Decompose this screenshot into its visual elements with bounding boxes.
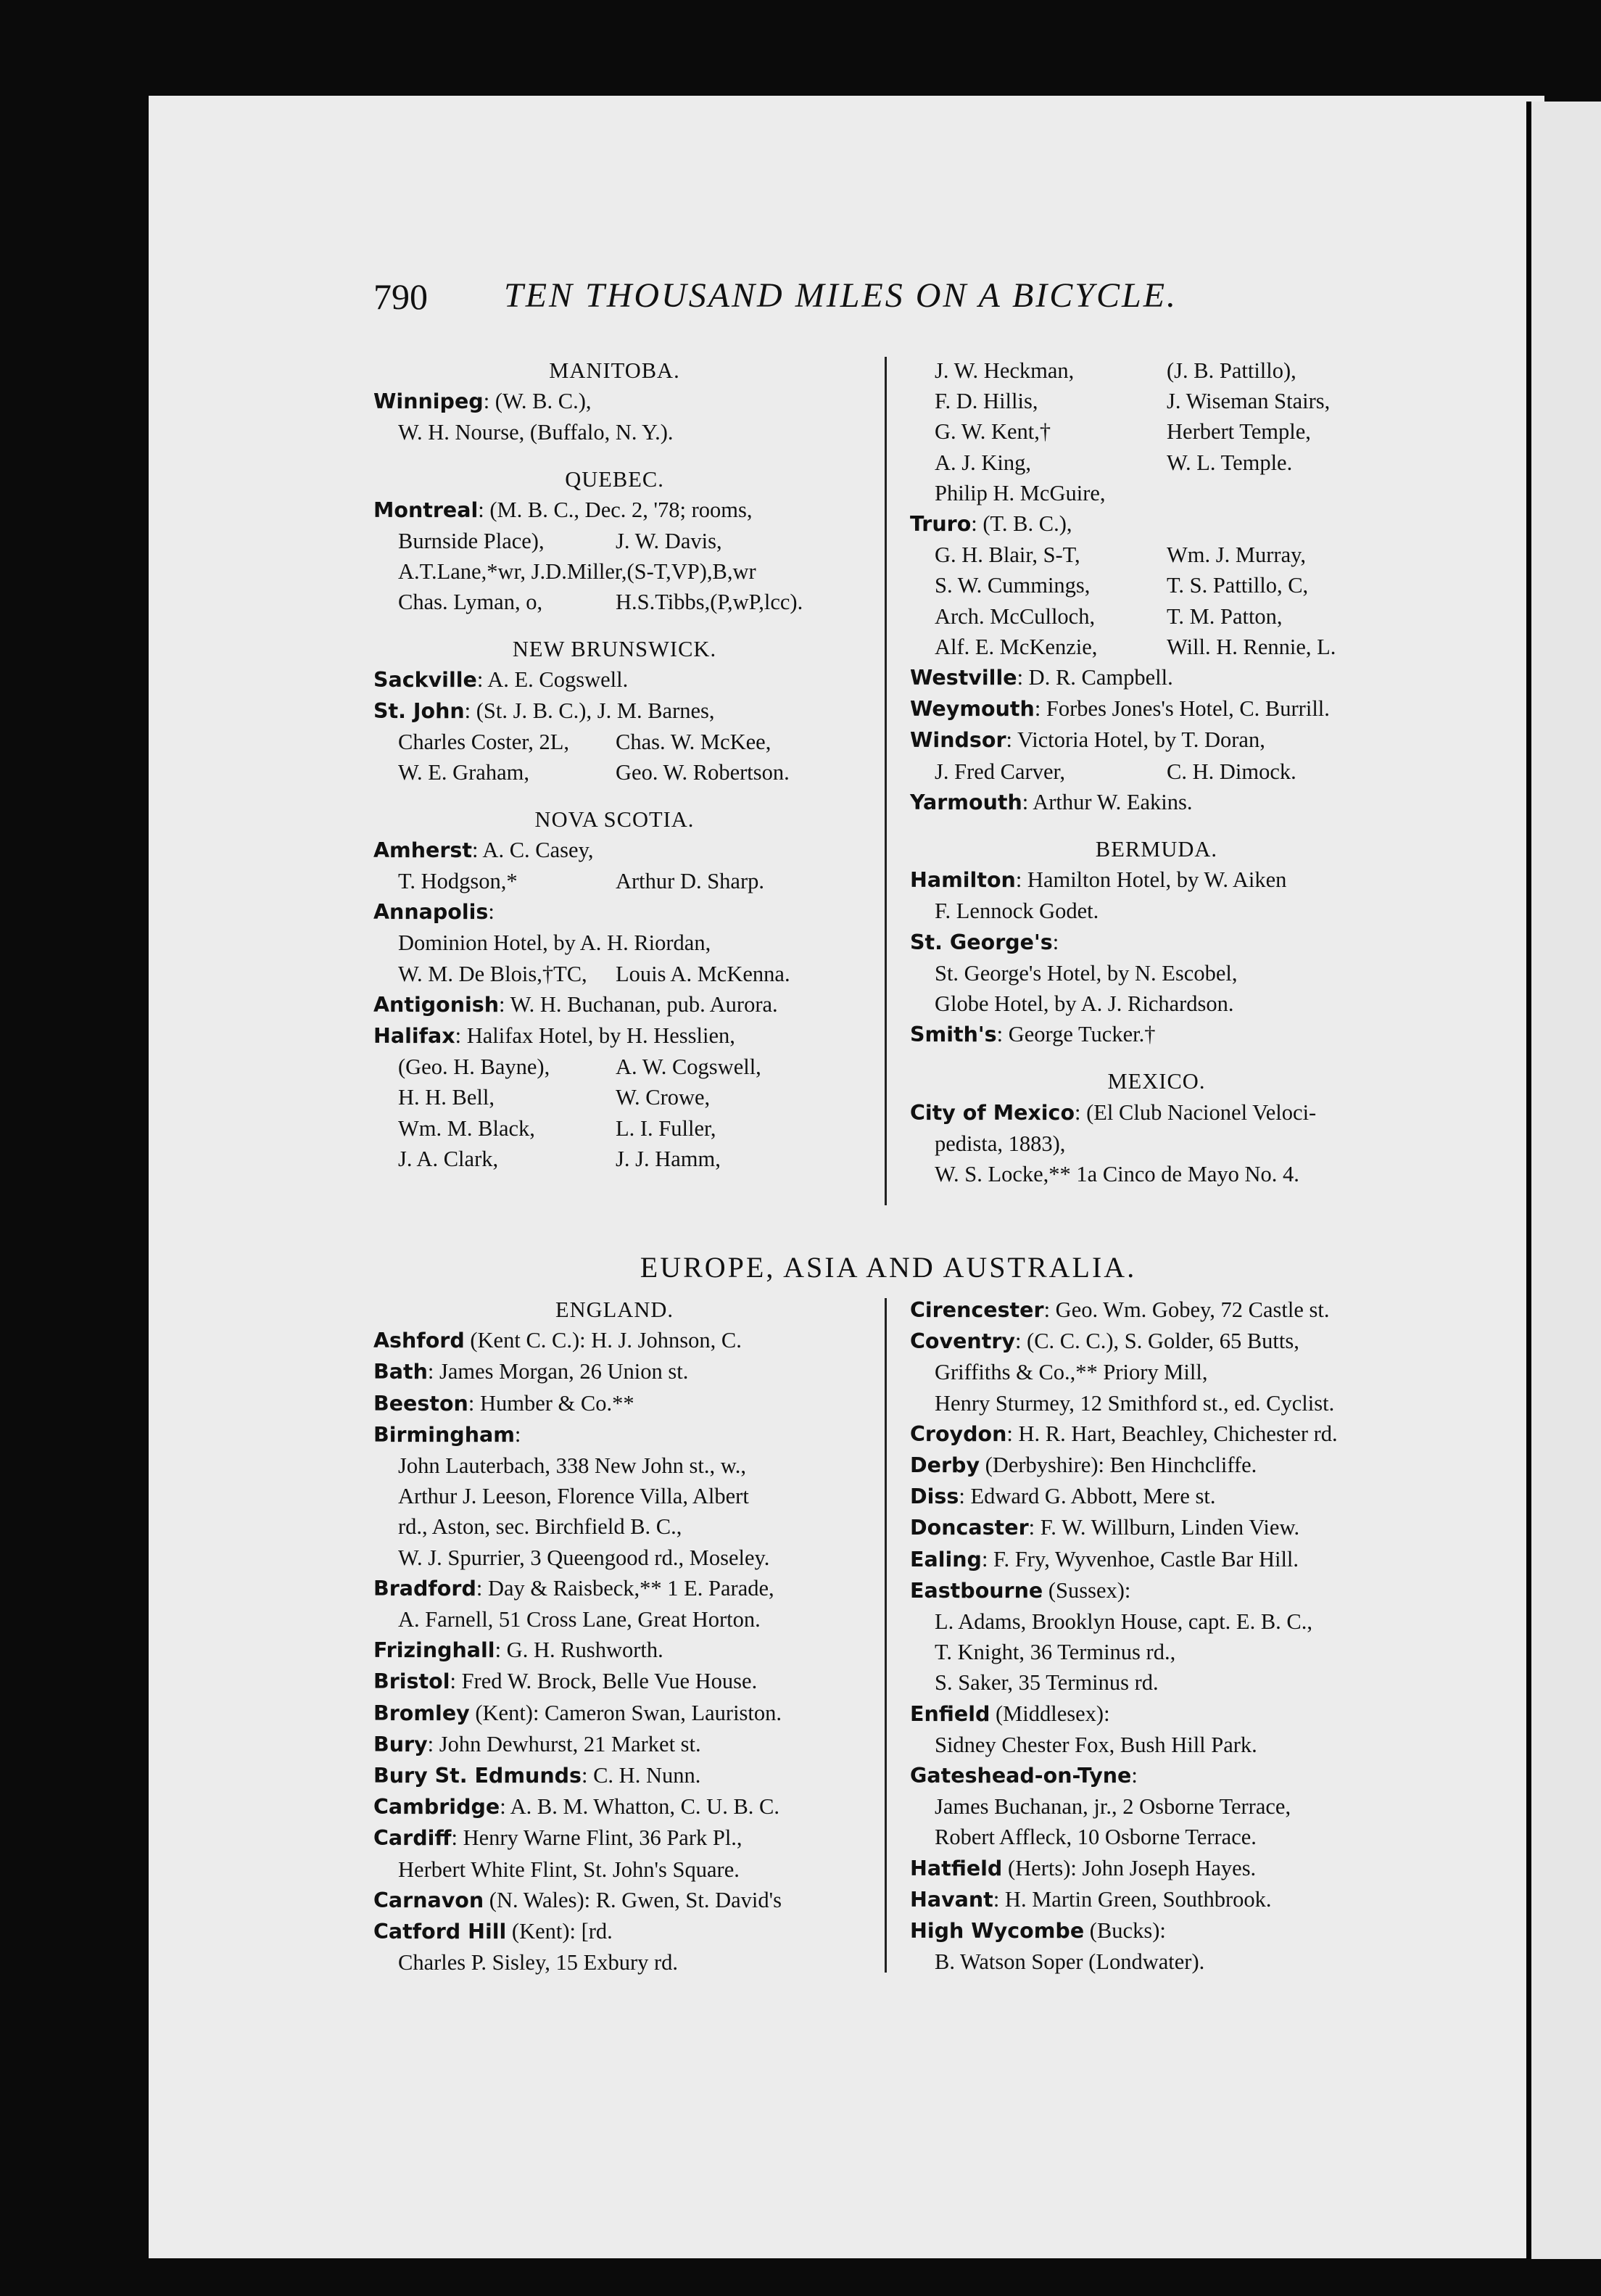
place-name: St. John xyxy=(373,699,465,724)
entry-text: (Bucks): xyxy=(1084,1918,1166,1944)
entry-continuation: A. Farnell, 51 Cross Lane, Great Horton. xyxy=(398,1607,761,1632)
entry-continuation: S. Saker, 35 Terminus rd. xyxy=(935,1670,1159,1696)
place-name: Cardiff xyxy=(373,1826,452,1851)
entry-text: : Forbes Jones's Hotel, C. Burrill. xyxy=(1034,696,1330,722)
member-name: T. Hodgson,* xyxy=(398,869,518,894)
entry-text: : A. C. Casey, xyxy=(472,837,594,862)
member-pair xyxy=(910,386,1403,416)
member-pair xyxy=(373,587,856,617)
entry-text: : xyxy=(514,1421,521,1447)
entry-text: : James Morgan, 26 Union st. xyxy=(427,1359,689,1384)
directory-entry xyxy=(910,1097,1403,1128)
member-name: J. W. Heckman, xyxy=(935,358,1075,383)
member-name: T. S. Pattillo, C, xyxy=(1167,573,1309,598)
entry-text: : G. H. Rushworth. xyxy=(495,1638,663,1663)
entry-continuation: St. George's Hotel, by N. Escobel, xyxy=(935,960,1238,986)
directory-entry xyxy=(373,1760,856,1791)
directory-entry xyxy=(373,1698,856,1729)
region-heading: QUEBEC. xyxy=(565,466,664,492)
directory-entry xyxy=(373,495,856,526)
member-name: J. A. Clark, xyxy=(398,1146,499,1171)
entry-text: (Middlesex): xyxy=(990,1701,1110,1726)
region-heading: NEW BRUNSWICK. xyxy=(512,636,717,661)
directory-entry xyxy=(373,1916,856,1947)
member-pair xyxy=(910,540,1403,570)
top-right-column xyxy=(910,355,1403,1189)
entry-continuation: rd., Aston, sec. Birchfield B. C., xyxy=(398,1514,682,1540)
member-pair xyxy=(910,756,1403,787)
member-name: J. J. Hamm, xyxy=(616,1146,721,1171)
member-name: (Geo. H. Bayne), xyxy=(398,1054,550,1080)
member-pair xyxy=(910,447,1403,478)
member-name: W. E. Graham, xyxy=(398,760,529,785)
directory-entry xyxy=(910,662,1403,693)
entry-text: : H. Martin Green, Southbrook. xyxy=(993,1886,1272,1912)
entry-text: : Arthur W. Eakins. xyxy=(1022,789,1193,814)
place-name: Enfield xyxy=(910,1701,990,1726)
directory-entry xyxy=(910,1019,1403,1050)
member-name: A. W. Cogswell, xyxy=(616,1054,761,1080)
entry-text: : xyxy=(1131,1763,1138,1788)
member-pair xyxy=(373,1144,856,1174)
entry-text: : John Dewhurst, 21 Market st. xyxy=(427,1731,701,1756)
directory-entry xyxy=(910,1544,1403,1575)
directory-entry xyxy=(373,989,856,1020)
entry-text: (Kent): [rd. xyxy=(506,1919,613,1944)
place-name: Montreal xyxy=(373,497,479,522)
entry-text: : D. R. Campbell. xyxy=(1017,665,1173,690)
place-name: Annapolis xyxy=(373,900,489,925)
directory-entry xyxy=(373,896,856,928)
directory-entry xyxy=(910,693,1403,724)
entry-text: : xyxy=(488,899,495,925)
member-name: C. H. Dimock. xyxy=(1167,759,1296,784)
place-name: Winnipeg xyxy=(373,389,484,414)
directory-entry xyxy=(910,724,1403,756)
member-name: Herbert Temple, xyxy=(1167,419,1311,445)
region-heading: NOVA SCOTIA. xyxy=(534,806,695,832)
place-name: Havant xyxy=(910,1887,993,1912)
entry-text: : F. W. Willburn, Linden View. xyxy=(1028,1515,1300,1540)
place-name: Doncaster xyxy=(910,1516,1029,1540)
entry-text: (Herts): John Joseph Hayes. xyxy=(1002,1855,1257,1880)
member-pair xyxy=(373,757,856,788)
place-name: Amherst xyxy=(373,838,473,862)
directory-entry xyxy=(373,1325,856,1356)
directory-entry xyxy=(373,664,856,695)
place-name: Diss xyxy=(910,1484,959,1509)
entry-text: : Henry Warne Flint, 36 Park Pl., xyxy=(451,1825,742,1851)
entry-text: : Hamilton Hotel, by W. Aiken xyxy=(1015,867,1287,893)
directory-entry xyxy=(373,386,856,417)
member-name: Chas. W. McKee, xyxy=(616,730,771,755)
entry-text: : (St. J. B. C.), J. M. Barnes, xyxy=(464,698,715,724)
member-name: G. H. Blair, S-T, xyxy=(935,542,1080,568)
entry-continuation: John Lauterbach, 338 New John st., w., xyxy=(398,1453,747,1479)
entry-text: : (El Club Nacionel Veloci- xyxy=(1075,1099,1317,1125)
place-name: Cirencester xyxy=(910,1298,1044,1322)
member-name: L. I. Fuller, xyxy=(616,1115,716,1141)
entry-text: : Victoria Hotel, by T. Doran, xyxy=(1006,727,1265,753)
place-name: Croydon xyxy=(910,1421,1007,1446)
directory-entry xyxy=(910,1698,1403,1730)
directory-entry xyxy=(373,1822,856,1854)
column-divider-bottom xyxy=(885,1298,887,1973)
page-header xyxy=(373,276,1273,334)
place-name: Bromley xyxy=(373,1701,470,1725)
member-pair xyxy=(910,355,1403,386)
place-name: Gateshead-on-Tyne xyxy=(910,1764,1132,1788)
place-name: Bury xyxy=(373,1732,428,1756)
member-name: Louis A. McKenna. xyxy=(616,961,790,986)
bottom-left-column xyxy=(373,1294,856,1978)
entry-continuation: W. S. Locke,** 1a Cinco de Mayo No. 4. xyxy=(935,1162,1299,1187)
member-name: W. L. Temple. xyxy=(1167,450,1293,475)
place-name: Frizinghall xyxy=(373,1638,495,1663)
place-name: Coventry xyxy=(910,1329,1015,1354)
entry-continuation: Griffiths & Co.,** Priory Mill, xyxy=(935,1360,1208,1385)
member-name: W. M. De Blois,†TC, xyxy=(398,961,587,986)
place-name: City of Mexico xyxy=(910,1100,1075,1125)
directory-entry xyxy=(373,1791,856,1822)
member-name: J. W. Davis, xyxy=(616,529,722,554)
directory-entry xyxy=(910,1575,1403,1606)
place-name: High Wycombe xyxy=(910,1919,1085,1944)
member-pair xyxy=(373,959,856,989)
member-name: G. W. Kent,† xyxy=(935,419,1051,445)
place-name: Bradford xyxy=(373,1576,476,1601)
entry-continuation: Robert Affleck, 10 Osborne Terrace. xyxy=(935,1825,1257,1850)
place-name: Sackville xyxy=(373,667,477,692)
section-title: EUROPE, ASIA AND AUSTRALIA. xyxy=(640,1251,1137,1284)
place-name: Bristol xyxy=(373,1669,450,1694)
member-pair xyxy=(373,1082,856,1112)
member-name: F. D. Hillis, xyxy=(935,389,1038,414)
place-name: Windsor xyxy=(910,728,1006,753)
member-name: J. Wiseman Stairs, xyxy=(1167,389,1331,414)
entry-text: : Edward G. Abbott, Mere st. xyxy=(959,1484,1216,1509)
entry-text: : F. Fry, Wyvenhoe, Castle Bar Hill. xyxy=(981,1546,1299,1572)
entry-text: : xyxy=(1052,929,1059,954)
running-title: TEN THOUSAND MILES ON A BICYCLE. xyxy=(504,276,1178,315)
place-name: Eastbourne xyxy=(910,1578,1043,1603)
member-pair xyxy=(373,526,856,556)
member-pair xyxy=(373,1052,856,1082)
entry-text: (Kent): Cameron Swan, Lauriston. xyxy=(469,1700,782,1725)
place-name: Hatfield xyxy=(910,1856,1003,1880)
entry-text: : W. H. Buchanan, pub. Aurora. xyxy=(499,991,778,1017)
place-name: St. George's xyxy=(910,930,1053,954)
member-pair xyxy=(910,416,1403,447)
place-name: Hamilton xyxy=(910,868,1016,893)
region-heading: ENGLAND. xyxy=(555,1297,674,1322)
member-pair xyxy=(373,1113,856,1144)
directory-entry xyxy=(373,1356,856,1387)
place-name: Bury St. Edmunds xyxy=(373,1764,582,1788)
directory-entry xyxy=(373,1388,856,1419)
entry-text: : (C. C. C.), S. Golder, 65 Butts, xyxy=(1014,1329,1299,1354)
member-name: H.S.Tibbs,(P,wP,lcc). xyxy=(616,590,803,615)
facing-page-edge xyxy=(1531,102,1601,2259)
place-name: Smith's xyxy=(910,1023,997,1047)
place-name: Truro xyxy=(910,512,972,537)
directory-entry xyxy=(910,1419,1403,1450)
directory-entry xyxy=(373,1729,856,1760)
entry-continuation: Charles P. Sisley, 15 Exbury rd. xyxy=(398,1950,679,1975)
entry-continuation: James Buchanan, jr., 2 Osborne Terrace, xyxy=(935,1794,1291,1820)
directory-entry xyxy=(373,1419,856,1450)
place-name: Westville xyxy=(910,666,1017,690)
entry-text: (Derbyshire): Ben Hinchcliffe. xyxy=(980,1453,1257,1478)
member-name: Arch. McCulloch, xyxy=(935,603,1096,629)
place-name: Halifax xyxy=(373,1024,455,1049)
place-name: Cambridge xyxy=(373,1795,500,1820)
entry-continuation: Arthur J. Leeson, Florence Villa, Albert xyxy=(398,1484,749,1509)
place-name: Carnavon xyxy=(373,1888,484,1912)
entry-text: : C. H. Nunn. xyxy=(581,1763,701,1788)
entry-continuation: pedista, 1883), xyxy=(935,1131,1066,1156)
directory-entry xyxy=(910,1853,1403,1884)
bottom-right-column xyxy=(910,1294,1403,1977)
region-heading: MEXICO. xyxy=(1107,1069,1206,1094)
member-name: H. H. Bell, xyxy=(398,1085,495,1110)
directory-entry xyxy=(373,1666,856,1697)
entry-continuation: Dominion Hotel, by A. H. Riordan, xyxy=(398,930,711,956)
member-name: W. Crowe, xyxy=(616,1085,711,1110)
member-name: (J. B. Pattillo), xyxy=(1167,358,1296,383)
place-name: Ealing xyxy=(910,1547,982,1572)
directory-entry xyxy=(373,835,856,866)
directory-entry xyxy=(910,787,1403,818)
entry-continuation: Herbert White Flint, St. John's Square. xyxy=(398,1857,740,1882)
entry-continuation: T. Knight, 36 Terminus rd., xyxy=(935,1640,1176,1665)
directory-entry xyxy=(910,1915,1403,1946)
entry-continuation: L. Adams, Brooklyn House, capt. E. B. C., xyxy=(935,1609,1313,1635)
directory-entry xyxy=(373,695,856,727)
directory-entry xyxy=(910,508,1403,540)
place-name: Yarmouth xyxy=(910,790,1022,814)
member-pair xyxy=(910,632,1403,662)
member-name: A. J. King, xyxy=(935,450,1032,475)
member-name: Charles Coster, 2L, xyxy=(398,730,569,755)
entry-text: : George Tucker.† xyxy=(996,1022,1156,1047)
member-name: S. W. Cummings, xyxy=(935,573,1091,598)
directory-entry xyxy=(373,1885,856,1916)
member-name: Burnside Place), xyxy=(398,529,545,554)
directory-entry xyxy=(910,927,1403,958)
member-name: T. M. Patton, xyxy=(1167,603,1283,629)
directory-entry xyxy=(910,1481,1403,1512)
member-name: Geo. W. Robertson. xyxy=(616,760,790,785)
entry-text: : H. R. Hart, Beachley, Chichester rd. xyxy=(1006,1421,1338,1446)
entry-text: : Fred W. Brock, Belle Vue House. xyxy=(450,1669,758,1694)
entry-text: : Halifax Hotel, by H. Hesslien, xyxy=(455,1023,735,1049)
member-pair xyxy=(910,601,1403,632)
member-name: Wm. J. Murray, xyxy=(1167,542,1306,568)
directory-entry xyxy=(910,1760,1403,1791)
entry-text: : Day & Raisbeck,** 1 E. Parade, xyxy=(476,1575,774,1601)
entry-continuation: B. Watson Soper (Londwater). xyxy=(935,1949,1205,1975)
member-name: Chas. Lyman, o, xyxy=(398,590,543,615)
entry-text: : (M. B. C., Dec. 2, '78; rooms, xyxy=(478,497,753,522)
member-name: Alf. E. McKenzie, xyxy=(935,634,1098,659)
place-name: Antigonish xyxy=(373,992,500,1017)
entry-text: (Sussex): xyxy=(1043,1577,1131,1603)
directory-entry xyxy=(910,1326,1403,1357)
entry-text: : Humber & Co.** xyxy=(468,1390,634,1416)
region-heading: BERMUDA. xyxy=(1095,837,1218,862)
directory-entry xyxy=(373,1635,856,1666)
entry-continuation: F. Lennock Godet. xyxy=(935,899,1099,924)
place-name: Birmingham xyxy=(373,1422,515,1447)
member-name: J. Fred Carver, xyxy=(935,759,1066,784)
entry-text: : Geo. Wm. Gobey, 72 Castle st. xyxy=(1043,1297,1330,1322)
place-name: Beeston xyxy=(373,1391,468,1416)
region-heading: MANITOBA. xyxy=(549,358,680,383)
place-name: Bath xyxy=(373,1360,428,1384)
entry-text: : (T. B. C.), xyxy=(971,511,1072,537)
entry-continuation: W. H. Nourse, (Buffalo, N. Y.). xyxy=(398,420,674,445)
directory-entry xyxy=(910,1450,1403,1481)
entry-continuation: Sidney Chester Fox, Bush Hill Park. xyxy=(935,1732,1257,1757)
entry-text: : A. B. M. Whatton, C. U. B. C. xyxy=(500,1794,780,1820)
directory-entry xyxy=(910,1512,1403,1543)
directory-entry xyxy=(910,1294,1403,1326)
place-name: Catford Hill xyxy=(373,1920,507,1944)
member-pair xyxy=(373,866,856,896)
entry-continuation: W. J. Spurrier, 3 Queengood rd., Moseley. xyxy=(398,1545,770,1570)
directory-entry xyxy=(373,1020,856,1052)
place-name: Weymouth xyxy=(910,697,1035,722)
member-name: Arthur D. Sharp. xyxy=(616,869,764,894)
page-number: 790 xyxy=(373,276,428,317)
member-pair xyxy=(373,727,856,757)
entry-text: : (W. B. C.), xyxy=(483,389,592,414)
entry-text: (N. Wales): R. Gwen, St. David's xyxy=(484,1887,782,1912)
directory-entry xyxy=(373,1573,856,1604)
entry-continuation: Philip H. McGuire, xyxy=(935,480,1106,505)
member-name: Wm. M. Black, xyxy=(398,1115,535,1141)
member-pair xyxy=(910,570,1403,600)
directory-entry xyxy=(910,1884,1403,1915)
entry-text: (Kent C. C.): H. J. Johnson, C. xyxy=(464,1328,742,1353)
entry-continuation: A.T.Lane,*wr, J.D.Miller,(S-T,VP),B,wr xyxy=(398,559,756,585)
entry-continuation: Henry Sturmey, 12 Smithford st., ed. Cyclist. xyxy=(935,1390,1335,1416)
column-divider-top xyxy=(885,357,887,1205)
member-name: Will. H. Rennie, L. xyxy=(1167,634,1336,659)
entry-continuation: Globe Hotel, by A. J. Richardson. xyxy=(935,991,1234,1017)
place-name: Ashford xyxy=(373,1329,465,1353)
entry-text: : A. E. Cogswell. xyxy=(476,666,629,692)
place-name: Derby xyxy=(910,1453,980,1478)
directory-entry xyxy=(910,864,1403,896)
top-left-column xyxy=(373,355,856,1174)
